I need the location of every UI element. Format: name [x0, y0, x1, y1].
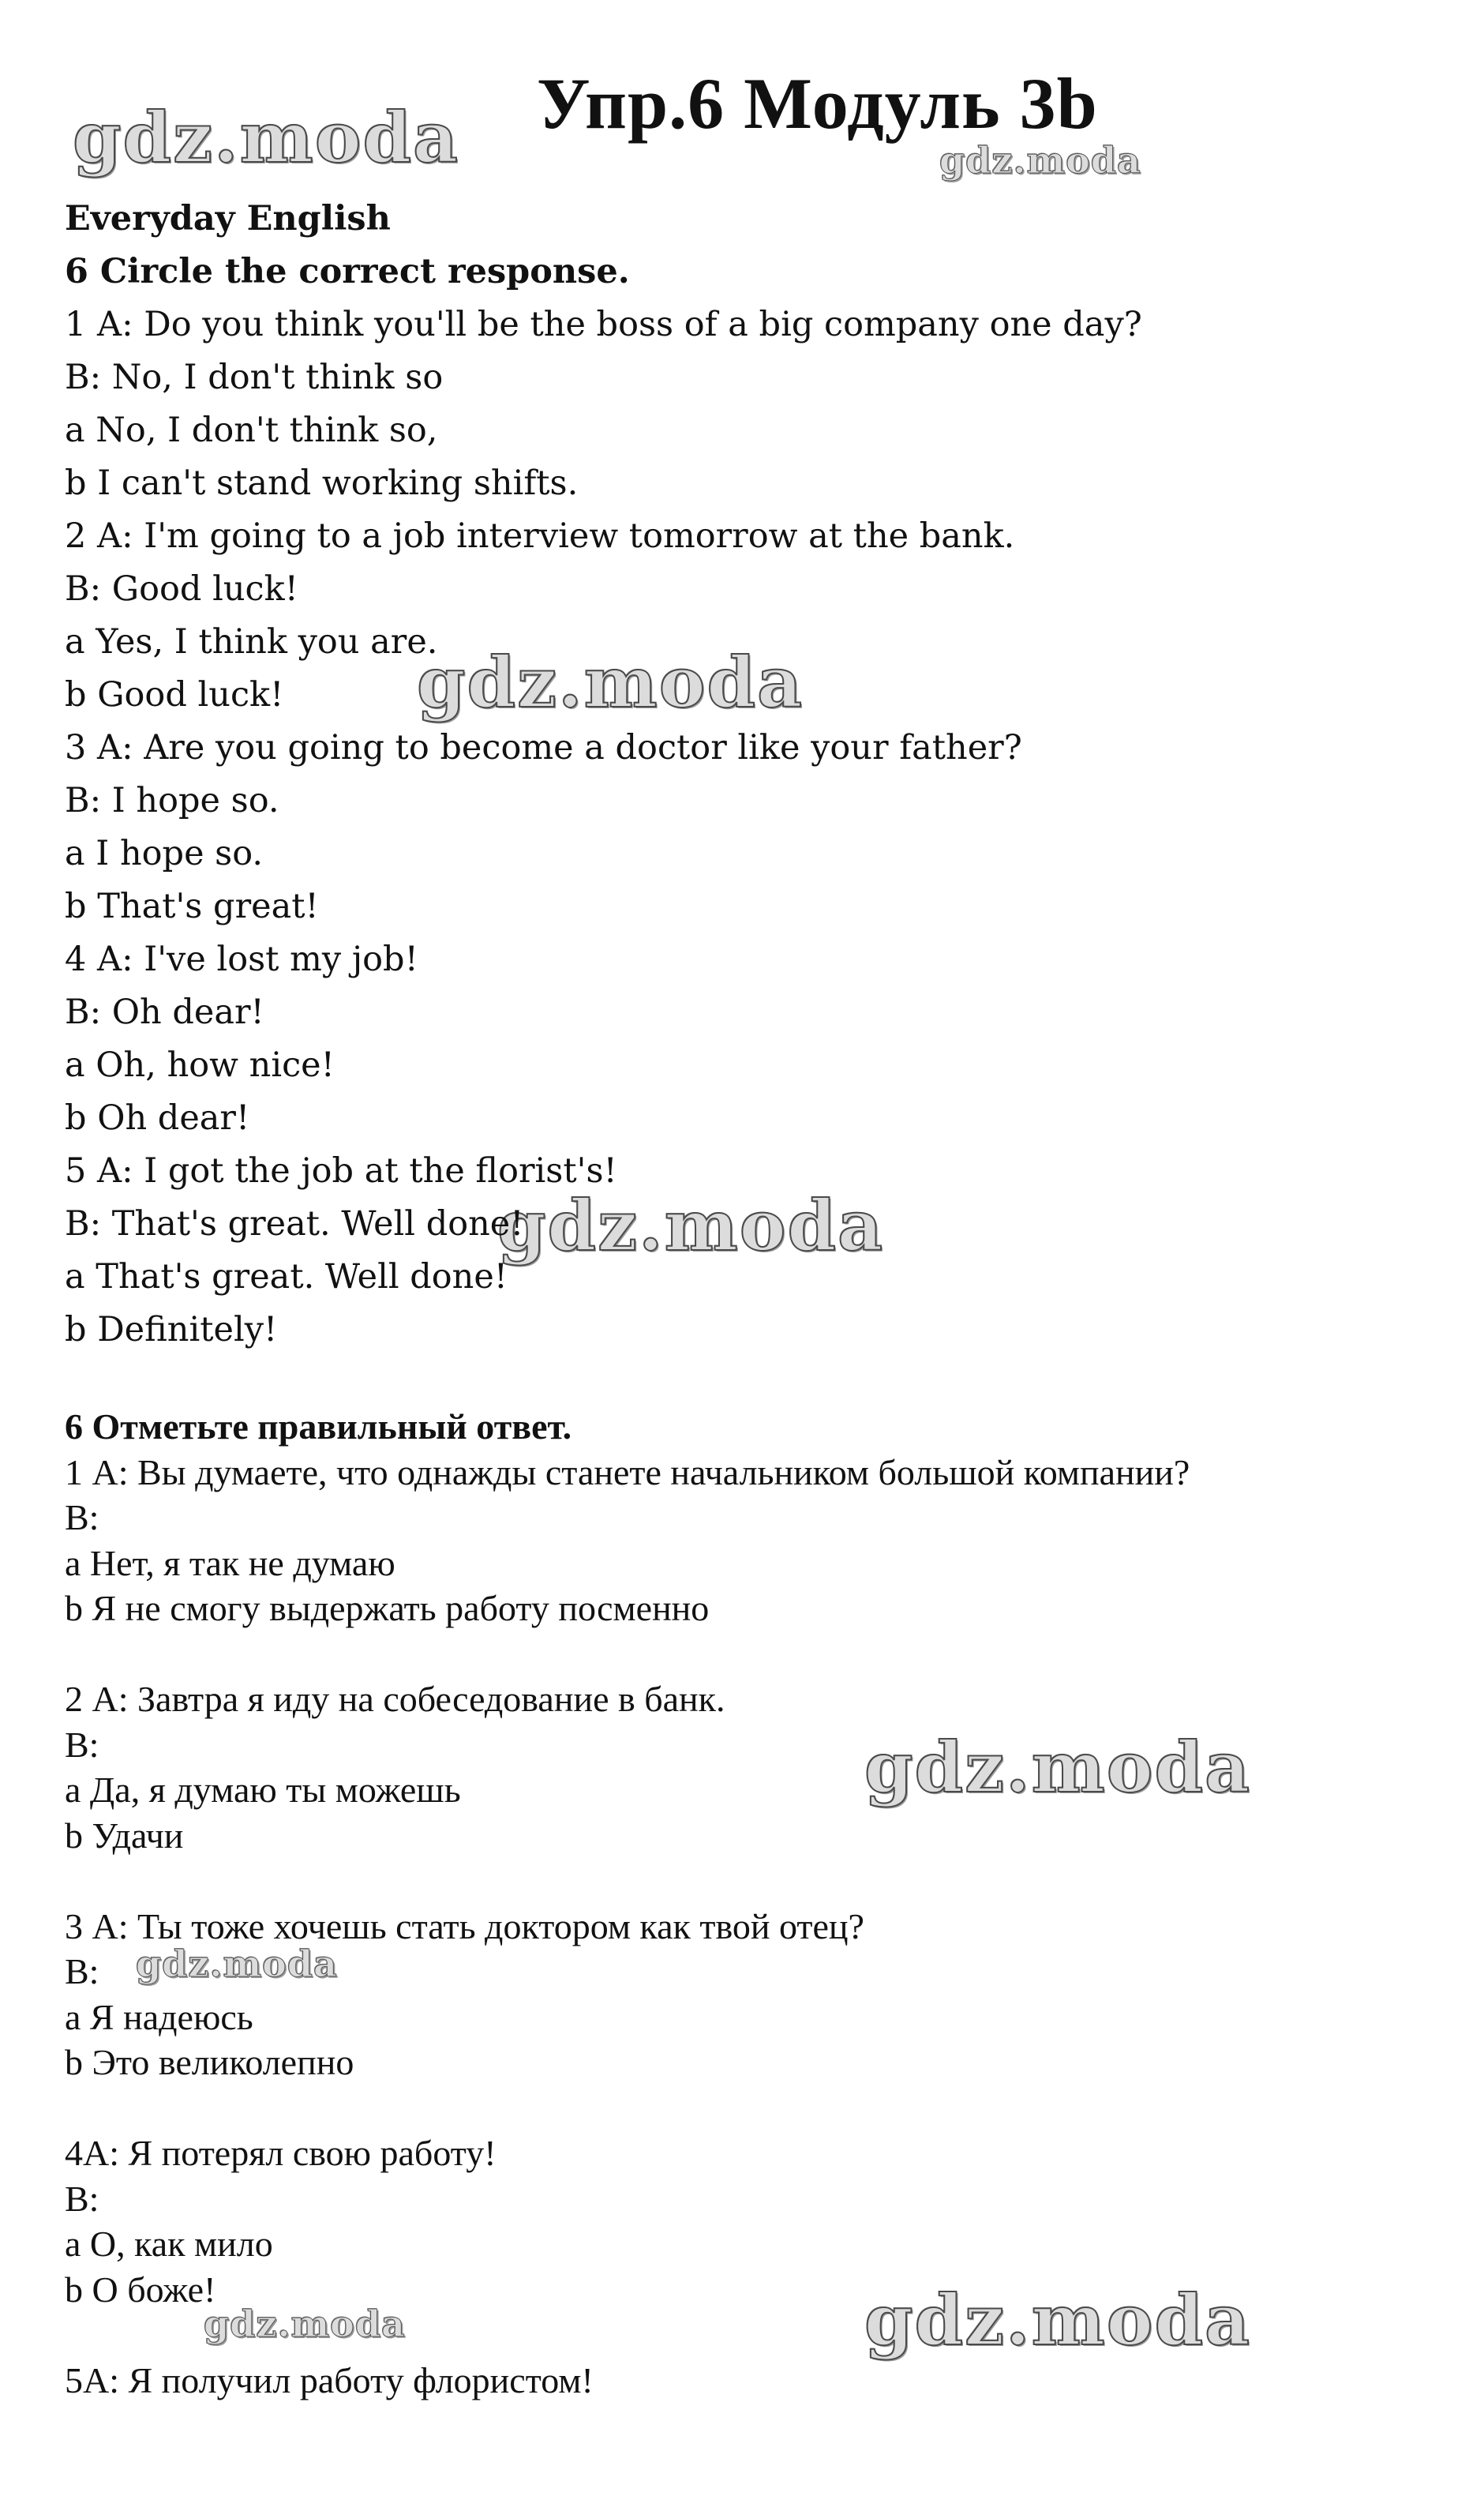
option-line: b О боже!	[65, 2269, 216, 2310]
watermark: gdz.moda	[864, 2279, 1252, 2361]
option-line: b Good luck!	[65, 675, 284, 715]
dialogue-line: B: Good luck!	[65, 569, 298, 609]
option-line: a Я надеюсь	[65, 1996, 253, 2037]
dialogue-line: 3 А: Ты тоже хочешь стать доктором как твой отец?	[65, 1905, 864, 1946]
dialogue-line: В:	[65, 1724, 99, 1765]
option-line: b Удачи	[65, 1815, 184, 1856]
english-section	[65, 193, 1142, 1357]
option-line: b I can't stand working shifts.	[65, 464, 579, 503]
dialogue-line: 5А: Я получил работу флористом!	[65, 2359, 594, 2400]
watermark: gdz.moda	[417, 641, 804, 723]
dialogue-line: В:	[65, 2178, 99, 2219]
watermark: gdz.moda	[136, 1942, 338, 1985]
dialogue-line: 1 A: Do you think you'll be the boss of a big company one day?	[65, 305, 1142, 344]
option-line: b That's great!	[65, 887, 319, 926]
watermark: gdz.moda	[204, 2303, 406, 2345]
task-heading: 6 Circle the correct response.	[65, 252, 630, 291]
option-line: a I hope so.	[65, 834, 264, 873]
option-line: a Yes, I think you are.	[65, 622, 438, 662]
option-line: a Нет, я так не думаю	[65, 1542, 395, 1583]
option-line: b Я не смогу выдержать работу посменно	[65, 1588, 710, 1628]
option-line: b Definitely!	[65, 1310, 278, 1349]
page-title: Упр.6 Модуль 3b	[537, 63, 1098, 144]
option-line: b Это великолепно	[65, 2042, 354, 2082]
dialogue-line: B: I hope so.	[65, 781, 279, 820]
watermark: gdz.moda	[73, 96, 460, 178]
dialogue-line: 2 A: I'm going to a job interview tomorrow at the bank.	[65, 516, 1015, 556]
dialogue-line: B: Oh dear!	[65, 993, 264, 1032]
dialogue-line: В:	[65, 1951, 99, 1991]
dialogue-line: 5 A: I got the job at the florist's!	[65, 1151, 617, 1191]
option-line: a О, как мило	[65, 2224, 273, 2264]
watermark: gdz.moda	[939, 139, 1141, 182]
task-heading: 6 Отметьте правильный ответ.	[65, 1406, 572, 1447]
watermark: gdz.moda	[864, 1726, 1252, 1808]
option-line: b Oh dear!	[65, 1098, 250, 1138]
dialogue-line: 4 A: I've lost my job!	[65, 940, 418, 979]
russian-section	[65, 1404, 1190, 2403]
dialogue-line: В:	[65, 1497, 99, 1537]
dialogue-line: B: No, I don't think so	[65, 358, 444, 397]
watermark: gdz.moda	[497, 1184, 885, 1267]
option-line: a That's great. Well done!	[65, 1257, 508, 1297]
dialogue-line: 3 A: Are you going to become a doctor like your father?	[65, 728, 1022, 768]
dialogue-line: B: That's great. Well done!	[65, 1204, 524, 1244]
dialogue-line: 4А: Я потерял свою работу!	[65, 2133, 497, 2173]
option-line: a Oh, how nice!	[65, 1045, 335, 1085]
dialogue-line: 1 А: Вы думаете, что однажды станете начальником большой компании?	[65, 1451, 1190, 1492]
option-line: a No, I don't think so,	[65, 411, 438, 450]
dialogue-line: 2 А: Завтра я иду на собеседование в банк.	[65, 1679, 725, 1719]
section-heading: Everyday English	[65, 199, 391, 238]
option-line: a Да, я думаю ты можешь	[65, 1770, 461, 1810]
